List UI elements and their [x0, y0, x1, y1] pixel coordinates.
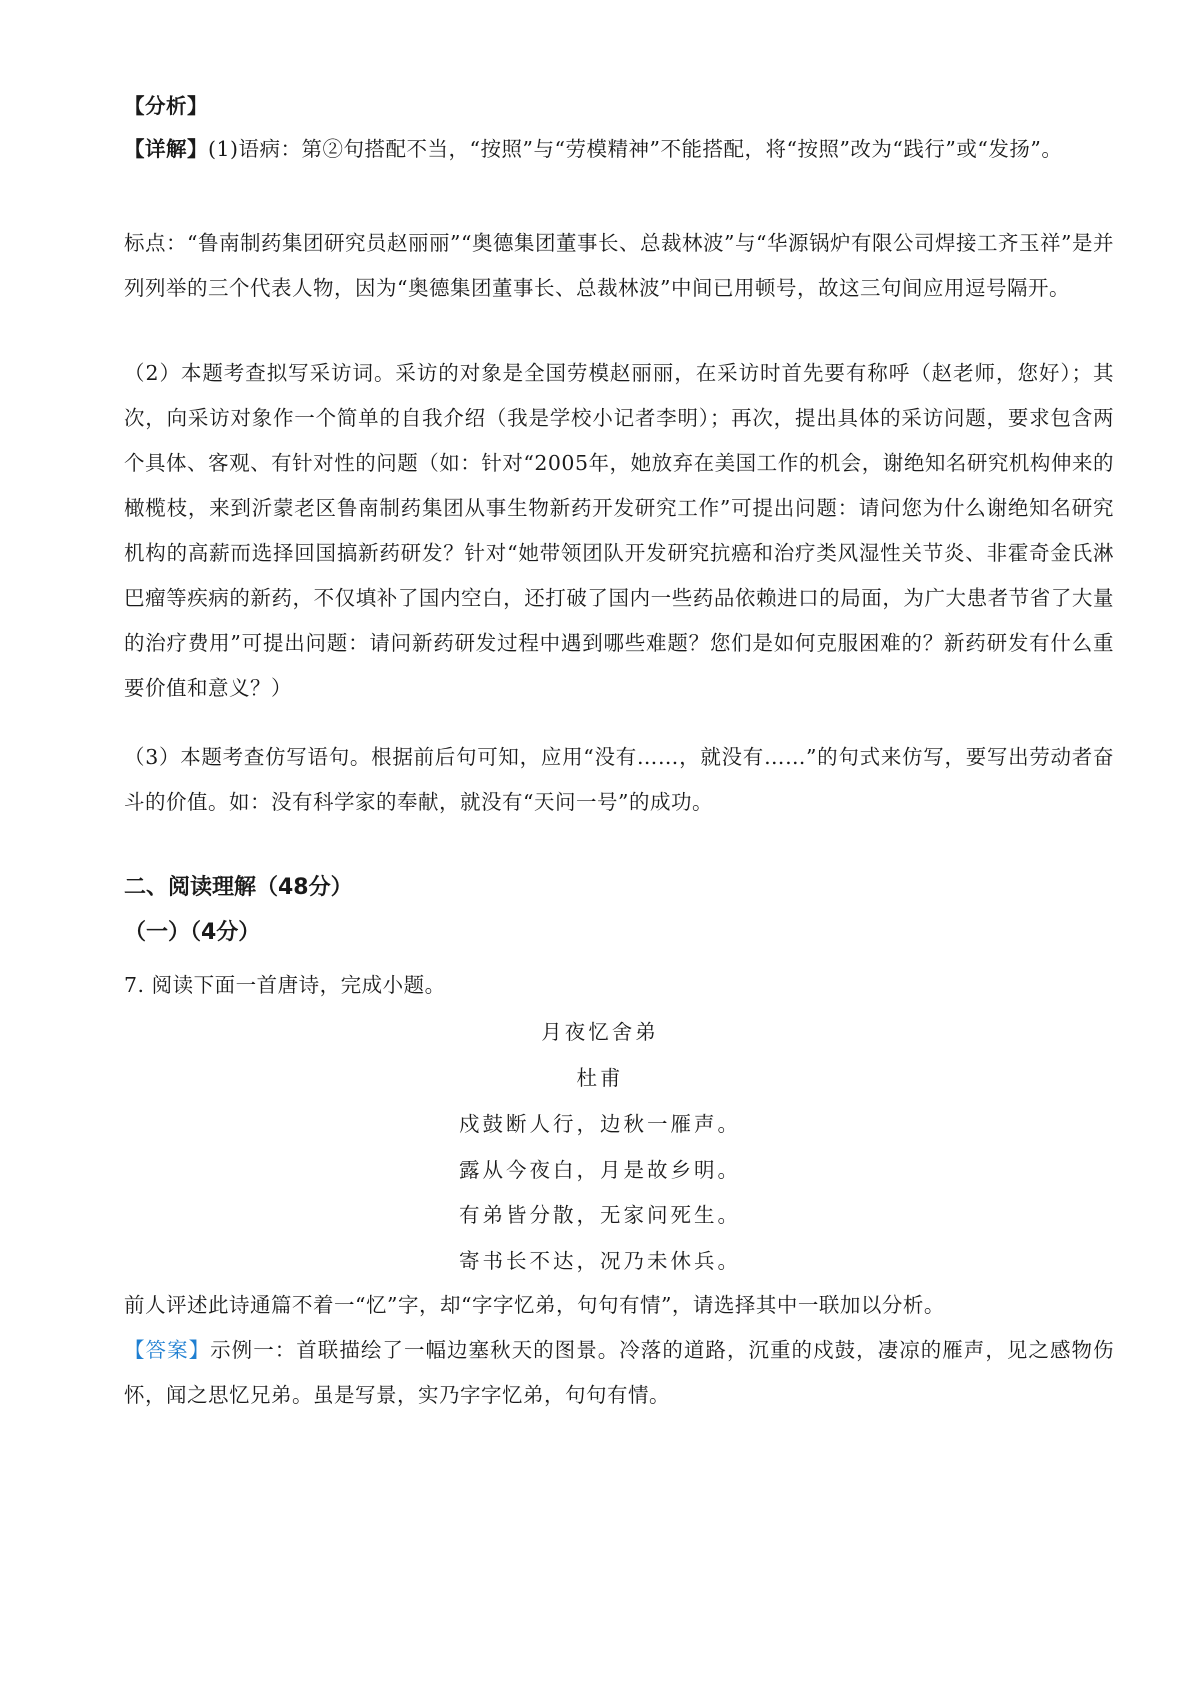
poem-title: 月夜忆舍弟 [541, 1020, 659, 1044]
detail-text-3: （2）本题考查拟写采访词。采访的对象是全国劳模赵丽丽，在采访时首先要有称呼（赵老师，您好）；其次，向采访对象作一个简单的自我介绍（我是学校小记者李明）；再次，提出具体的采访问题，要求包含两个具体、客观、有针对性的问题（如：针对“2005年，她放弃在美国工作的机会，谢绝知名研究机构伸来的橄榄枝，来到沂蒙老区鲁南制药集团从事生物新药开发研究工作”可提出问题：请问您为什么谢绝知名研究机构的高薪而选择回国搞新药研发？针对“她带领团队开发研究抗癌和治疗类风湿性关节炎、非霍奇金氏淋巴瘤等疾病的新药，不仅填补了国内空白，还打破了国内一些药品依赖进口的局面，为广大患者节省了大量的治疗费用”可提出问题：请问新药研发过程中遇到哪些难题？您们是如何克服困难的？新药研发有什么重要价值和意义？） [124, 361, 1114, 700]
detail-text-1: (1)语病：第②句搭配不当，“按照”与“劳模精神”不能搭配，将“按照”改为“践行”或“发扬”。 [208, 137, 1063, 161]
detail-paragraph-3 [124, 351, 1114, 711]
poem-line: 寄书长不达，况乃未休兵。 [459, 1249, 741, 1273]
answer-paragraph [124, 1328, 1114, 1418]
detail-paragraph-4 [124, 735, 1114, 825]
poem-line: 有弟皆分散，无家问死生。 [459, 1203, 741, 1227]
answer-text: 示例一：首联描绘了一幅边塞秋天的图景。冷落的道路，沉重的戍鼓，凄凉的雁声，见之感物伤怀，闻之思忆兄弟。虽是写景，实乃字字忆弟，句句有情。 [124, 1338, 1115, 1407]
detail-text-2: 标点：“鲁南制药集团研究员赵丽丽”“奥德集团董事长、总裁林波”与“华源锅炉有限公司焊接工齐玉祥”是并列列举的三个代表人物，因为“奥德集团董事长、总裁林波”中间已用顿号，故这三句间应用逗号隔开。 [124, 231, 1114, 300]
detail-paragraph-2 [124, 221, 1114, 311]
poem-line: 戍鼓断人行，边秋一雁声。 [459, 1112, 741, 1136]
poem-author: 杜甫 [576, 1066, 624, 1090]
section-subtitle: （一）（4分） [124, 920, 261, 945]
section-title: 二、阅读理解（48分） [124, 875, 353, 900]
question-prompt: 前人评述此诗通篇不着一“忆”字，却“字字忆弟，句句有情”，请选择其中一联加以分析。 [124, 1293, 945, 1317]
detail-paragraph-1 [124, 127, 1114, 172]
poem-line: 露从今夜白，月是故乡明。 [459, 1158, 741, 1182]
detail-tag: 【详解】 [124, 137, 208, 161]
answer-tag: 【答案】 [124, 1338, 211, 1362]
analysis-label [124, 84, 1114, 129]
analysis-tag: 【分析】 [124, 94, 208, 118]
detail-text-4: （3）本题考查仿写语句。根据前后句可知，应用“没有……，就没有……”的句式来仿写，要写出劳动者奋斗的价值。如：没有科学家的奉献，就没有“天问一号”的成功。 [124, 745, 1114, 814]
question-text: 7. 阅读下面一首唐诗，完成小题。 [124, 973, 446, 997]
